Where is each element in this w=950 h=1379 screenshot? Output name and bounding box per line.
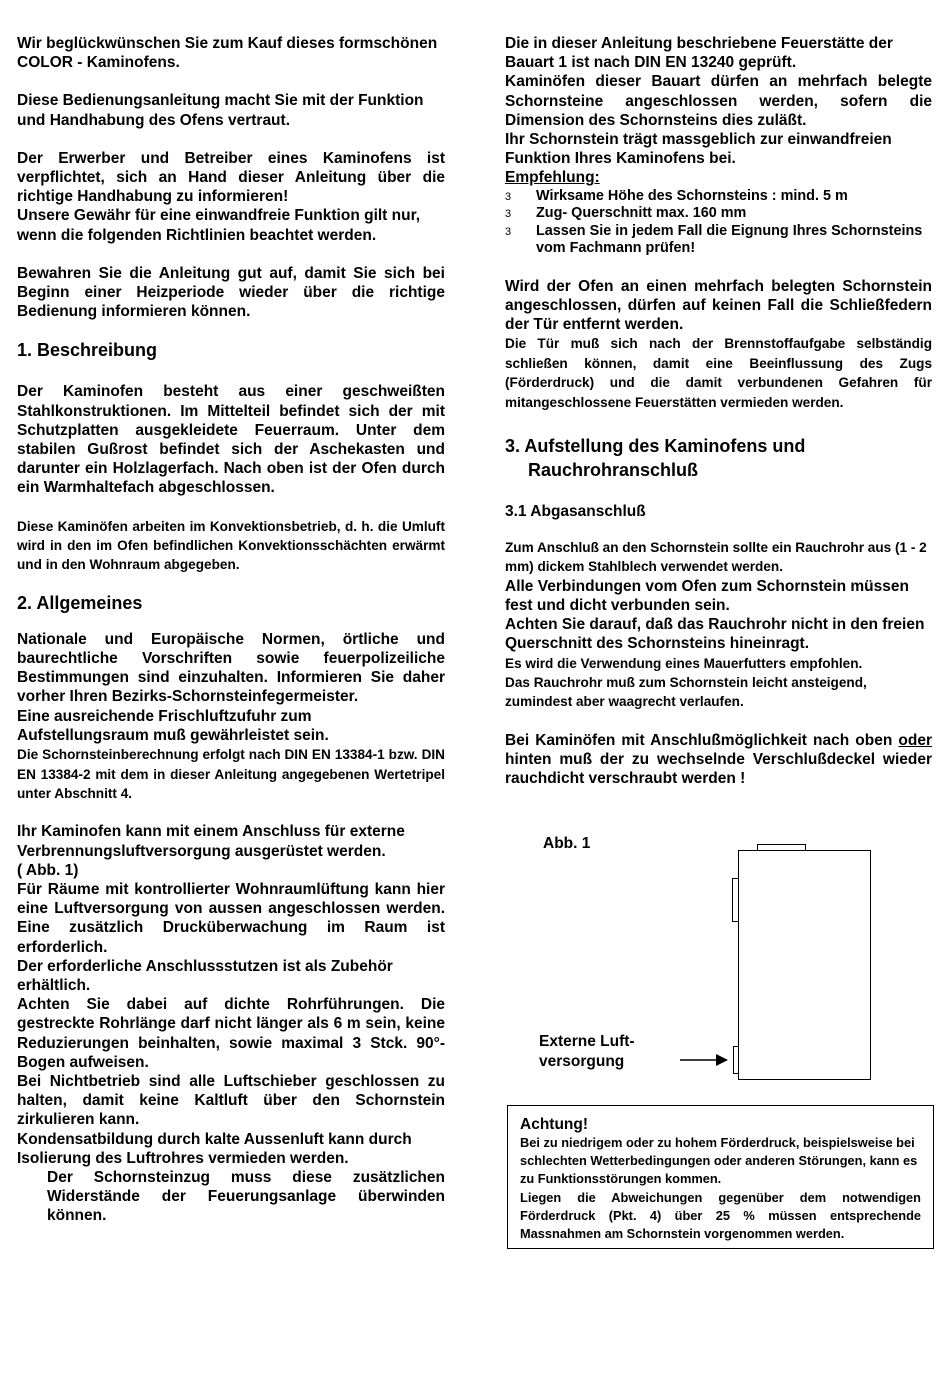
external-air-pipes: Achten Sie dabei auf dichte Rohrführungen. Die gestreckte Rohrlänge darf nicht länger als 6 m sein, keine Reduzierungen beinhalten, sowie maximal 3 Stck. 90°-Bogen aufweisen. (17, 996, 445, 1071)
bullet-icon: 3 (505, 208, 512, 221)
section-heading-beschreibung: 1. Beschreibung (17, 340, 158, 361)
warning-title: Achtung! (520, 1116, 589, 1133)
flue-material: Zum Anschluß an den Schornstein sollte ein Rauchrohr aus (1 - 2 mm) dickem Stahlblech verwendet werden. (505, 540, 927, 575)
test-standard: Die in dieser Anleitung beschriebene Feuerstätte der Bauart 1 ist nach DIN EN 13240 geprüft. (505, 35, 893, 72)
intro-purpose: Diese Bedienungsanleitung macht Sie mit der Funktion und Handhabung des Ofens vertraut. (17, 92, 424, 129)
arrow-right-icon (680, 1052, 730, 1068)
external-air-intro: Ihr Kaminofen kann mit einem Anschluss für externe Verbrennungsluftversorgung ausgerüstet werden. (17, 823, 405, 860)
flue-wall-sleeve: Es wird die Verwendung eines Mauerfutters empfohlen. (505, 655, 863, 671)
section-heading-aufstellung: 3. Aufstellung des Kaminofens und (505, 436, 806, 457)
bullet-icon: 3 (505, 226, 512, 239)
external-air-figref: ( Abb. 1) (17, 861, 79, 879)
external-air-closed: Bei Nichtbetrieb sind alle Luftschieber geschlossen zu halten, damit keine Kaltluft über den Schornstein zirkulieren kann. (17, 1072, 445, 1129)
bullet-icon: 3 (505, 190, 512, 203)
figure-title: Abb. 1 (543, 835, 591, 852)
recommendation-list (505, 188, 932, 257)
list-item: 3 Lassen Sie in jedem Fall die Eignung Ihres Schornsteins vom Fachmann prüfen! (505, 223, 923, 257)
general-norms: Nationale und Europäische Normen, örtliche und baurechtliche Vorschriften sowie feuerpolizeiliche Bestimmungen sind einzuhalten. Informieren Sie daher vorher Ihren Bezirks-Schornsteinfegermeister. (17, 630, 445, 706)
figure-abb-1 (505, 830, 935, 1100)
warning-text-2: Liegen die Abweichungen gegenüber dem notwendigen Förderdruck (Pkt. 4) über 25 % müssen entsprechende Massnahmen am Schornstein vorgenommen werden. (520, 1189, 921, 1242)
recommendation-title: Empfehlung: (505, 169, 600, 187)
external-air-ventilation: Für Räume mit kontrollierter Wohnraumlüftung kann hier eine Luftversorgung von aussen angeschlossen werden. Eine zusätzlich Drucküberwachung im Raum ist erforderlich. (17, 880, 445, 956)
left-column (17, 34, 445, 1226)
right-column (505, 34, 932, 789)
stove-side-handle (732, 878, 738, 922)
multi-chimney: Kaminöfen dieser Bauart dürfen an mehrfach belegte Schornsteine angeschlossen werden, sofern die Dimension des Schornsteins dies zuläßt. (505, 73, 932, 129)
figure-label: Externe Luft- versorgung (539, 1033, 635, 1070)
underline-oder: oder (898, 731, 933, 749)
list-item: 3 Wirksame Höhe des Schornsteins : mind. 5 m (505, 187, 848, 204)
section-heading-aufstellung-cont: Rauchrohranschluß (528, 460, 699, 481)
section-heading-allgemeines: 2. Allgemeines (17, 592, 143, 613)
flue-slope: Das Rauchrohr muß zum Schornstein leicht ansteigend, zumindest aber waagrecht verlaufen. (505, 675, 867, 710)
chimney-importance: Ihr Schornstein trägt massgeblich zur einwandfreien Funktion Ihres Kaminofens bei. (505, 131, 892, 168)
intro-keep: Bewahren Sie die Anleitung gut auf, damit Sie sich bei Beginn einer Heizperiode wieder über die richtige Bedienung informieren können. (17, 264, 445, 321)
description-text: Der Kaminofen besteht aus einer geschweißten Stahlkonstruktionen. Im Mittelteil befindet sich der mit Schutzplatten ausgekleidete Feuerraum. Unter dem stabilen Gußrost befindet sich der Aschekasten und darunter ein Holzlagerfach. Nach oben ist der Ofen durch ein Warmhaltefach abgeschlossen. (17, 383, 445, 497)
stove-air-inlet (733, 1046, 738, 1074)
stove-outline (738, 850, 871, 1080)
warning-box (507, 1105, 934, 1249)
external-air-draft: Der Schornsteinzug muss diese zusätzlichen Widerstände der Feuerungsanlage überwinden können. (47, 1168, 445, 1225)
intro-congrats: Wir beglückwünschen Sie zum Kauf dieses formschönen COLOR - Kaminofens. (17, 35, 438, 72)
external-air-accessory: Der erforderliche Anschlussstutzen ist als Zubehör erhältlich. (17, 957, 393, 994)
door-selfclose: Die Tür muß sich nach der Brennstoffaufgabe selbständig schließen können, damit eine Beeinflussung des Zugs (Förderdruck) und die damit verbundenen Gefahren für mitangeschlossene Feuerstätten vermieden werden. (505, 336, 932, 410)
cover-note: Bei Kaminöfen mit Anschlußmöglichkeit nach oben oder hinten muß der zu wechselnde Verschlußdeckel wieder rauchdicht verschraubt werden ! (505, 731, 933, 788)
general-fresh-air: Eine ausreichende Frischluftzufuhr zum Aufstellungsraum muß gewährleistet sein. (17, 707, 329, 744)
warning-text-1: Bei zu niedrigem oder zu hohem Förderdruck, beispielsweise bei schlechten Wetterbedingungen oder anderen Störungen, kann es zu Funktionsstörungen kommen. (520, 1135, 918, 1187)
subsection-heading-abgas: 3.1 Abgasanschluß (505, 503, 646, 521)
flue-cross-section: Achten Sie darauf, daß das Rauchrohr nicht in den freien Querschnitt des Schornsteins hineinragt. (505, 616, 925, 653)
description-convection: Diese Kaminöfen arbeiten im Konvektionsbetrieb, d. h. die Umluft wird in den im Ofen befindlichen Konvektionsschächten erwärmt und in den Wohnraum abgegeben. (17, 518, 445, 573)
flue-connections: Alle Verbindungen vom Ofen zum Schornstein müssen fest und dicht verbunden sein. (505, 577, 909, 615)
intro-warranty: Unsere Gewähr für eine einwandfreie Funktion gilt nur, wenn die folgenden Richtlinien beachtet werden. (17, 207, 421, 244)
list-item: 3 Zug- Querschnitt max. 160 mm (505, 205, 747, 222)
intro-obligation: Der Erwerber und Betreiber eines Kaminofens ist verpflichtet, sich an Hand dieser Anleitung über die richtige Handhabung zu informieren! (17, 149, 445, 206)
door-springs: Wird der Ofen an einen mehrfach belegten Schornstein angeschlossen, dürfen auf keinen Fall die Schließfedern der Tür entfernt werden. (505, 277, 932, 334)
external-air-condensate: Kondensatbildung durch kalte Aussenluft kann durch Isolierung des Luftrohres vermieden werden. (17, 1130, 412, 1167)
general-chimney-calc: Die Schornsteinberechnung erfolgt nach DIN EN 13384-1 bzw. DIN EN 13384-2 mit dem in dieser Anleitung angegebenen Wertetripel unter Abschnitt 4. (17, 747, 445, 801)
